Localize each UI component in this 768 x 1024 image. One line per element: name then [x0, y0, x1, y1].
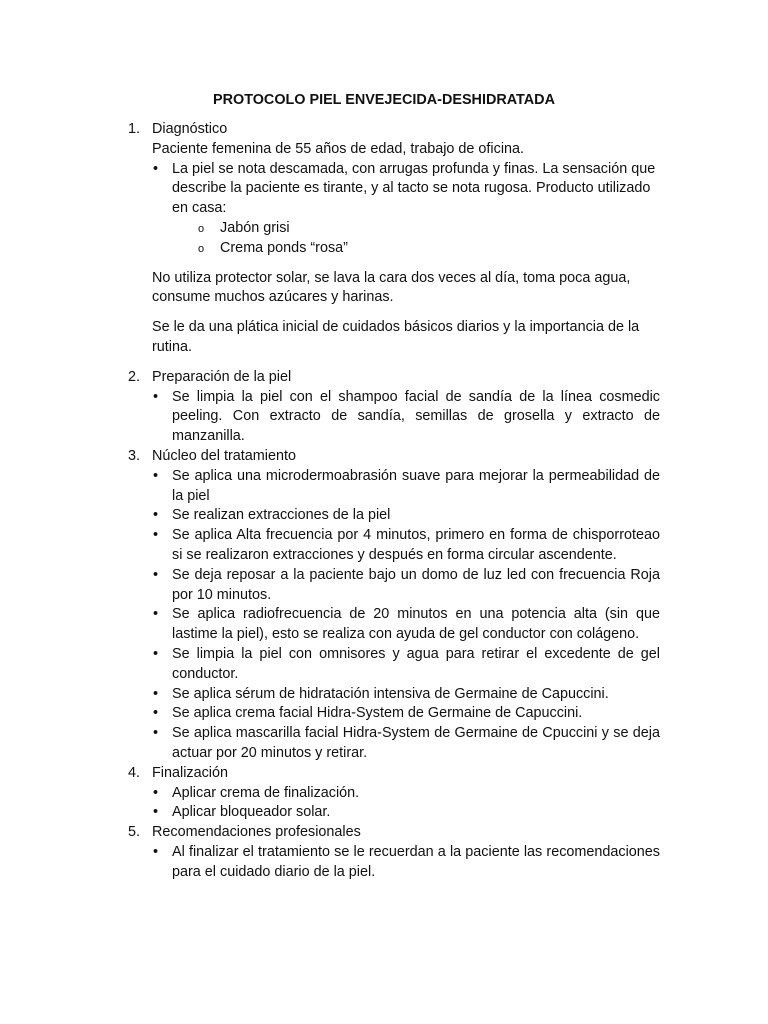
section-number: 1.: [128, 121, 141, 137]
bullet-list: [152, 784, 660, 824]
list-item: • Al finalizar el tratamiento se le recuerdan a la paciente las recomendaciones para el cuidado diario de la piel.: [152, 843, 660, 883]
section-heading: Finalización: [152, 764, 228, 781]
bullet-list: [152, 388, 660, 447]
document-title: PROTOCOLO PIEL ENVEJECIDA-DESHIDRATADA: [213, 92, 555, 108]
bullet-list: [152, 160, 660, 259]
section-diagnostico: [128, 120, 660, 358]
sub-list: [172, 219, 660, 259]
section-heading: Preparación de la piel: [152, 368, 292, 385]
bullet-list: [152, 843, 660, 883]
list-item: • Aplicar crema de finalización.: [152, 784, 660, 804]
section-heading: Recomendaciones profesionales: [152, 824, 361, 841]
section-number: 3.: [128, 447, 141, 464]
paragraph: No utiliza protector solar, se lava la cara dos veces al día, toma poca agua, consume muchos azúcares y harinas.: [152, 269, 631, 306]
document-body: [128, 120, 660, 882]
list-item: • Se realizan extracciones de la piel: [152, 506, 660, 526]
list-item: • Se limpia la piel con el shampoo facial de sandía de la línea cosmedic peeling. Con extracto de sandía, semillas de grosella y extracto de manzanilla.: [152, 388, 660, 447]
list-item: • Se aplica radiofrecuencia de 20 minutos en una potencia alta (sin que lastime la piel), esto se realiza con ayuda de gel conductor con colágeno.: [152, 605, 660, 645]
list-item: • Se limpia la piel con omnisores y agua para retirar el excedente de gel conductor.: [152, 645, 660, 685]
list-item: • Aplicar bloqueador solar.: [152, 803, 660, 823]
list-item: • La piel se nota descamada, con arrugas profunda y finas. La sensación que describe la paciente es tirante, y al tacto se nota rugosa. Producto utilizado en casa: o Jabón grisi o Crema ponds “rosa”: [152, 160, 660, 259]
list-item: • Se aplica una microdermoabrasión suave para mejorar la permeabilidad de la piel: [152, 467, 660, 507]
section-heading: Núcleo del tratamiento: [152, 447, 296, 464]
list-item: • Se aplica mascarilla facial Hidra-System de Germaine de Cpuccini y se deja actuar por 20 minutos y retirar.: [152, 724, 660, 764]
section-nucleo: [128, 447, 660, 764]
list-item: • Se aplica sérum de hidratación intensiva de Germaine de Capuccini.: [152, 685, 660, 705]
sub-list-item: o Crema ponds “rosa”: [198, 239, 660, 259]
section-number: 2.: [128, 368, 141, 385]
section-finalizacion: [128, 764, 660, 823]
list-item: • Se aplica Alta frecuencia por 4 minutos, primero en forma de chisporroteao si se realizaron extracciones y después en forma circular ascendente.: [152, 526, 660, 566]
list-item: • Se deja reposar a la paciente bajo un domo de luz led con frecuencia Roja por 10 minutos.: [152, 566, 660, 606]
section-intro: Paciente femenina de 55 años de edad, trabajo de oficina.: [152, 140, 525, 157]
bullet-list: [152, 467, 660, 764]
section-recomendaciones: [128, 823, 660, 882]
paragraph: Se le da una plática inicial de cuidados básicos diarios y la importancia de la rutina.: [152, 319, 640, 355]
section-heading: Diagnóstico: [152, 121, 228, 137]
section-preparacion: [128, 368, 660, 447]
sub-list-item: o Jabón grisi: [198, 219, 660, 239]
section-number: 5.: [128, 824, 141, 841]
section-number: 4.: [128, 764, 141, 781]
list-item: • Se aplica crema facial Hidra-System de Germaine de Capuccini.: [152, 704, 660, 724]
